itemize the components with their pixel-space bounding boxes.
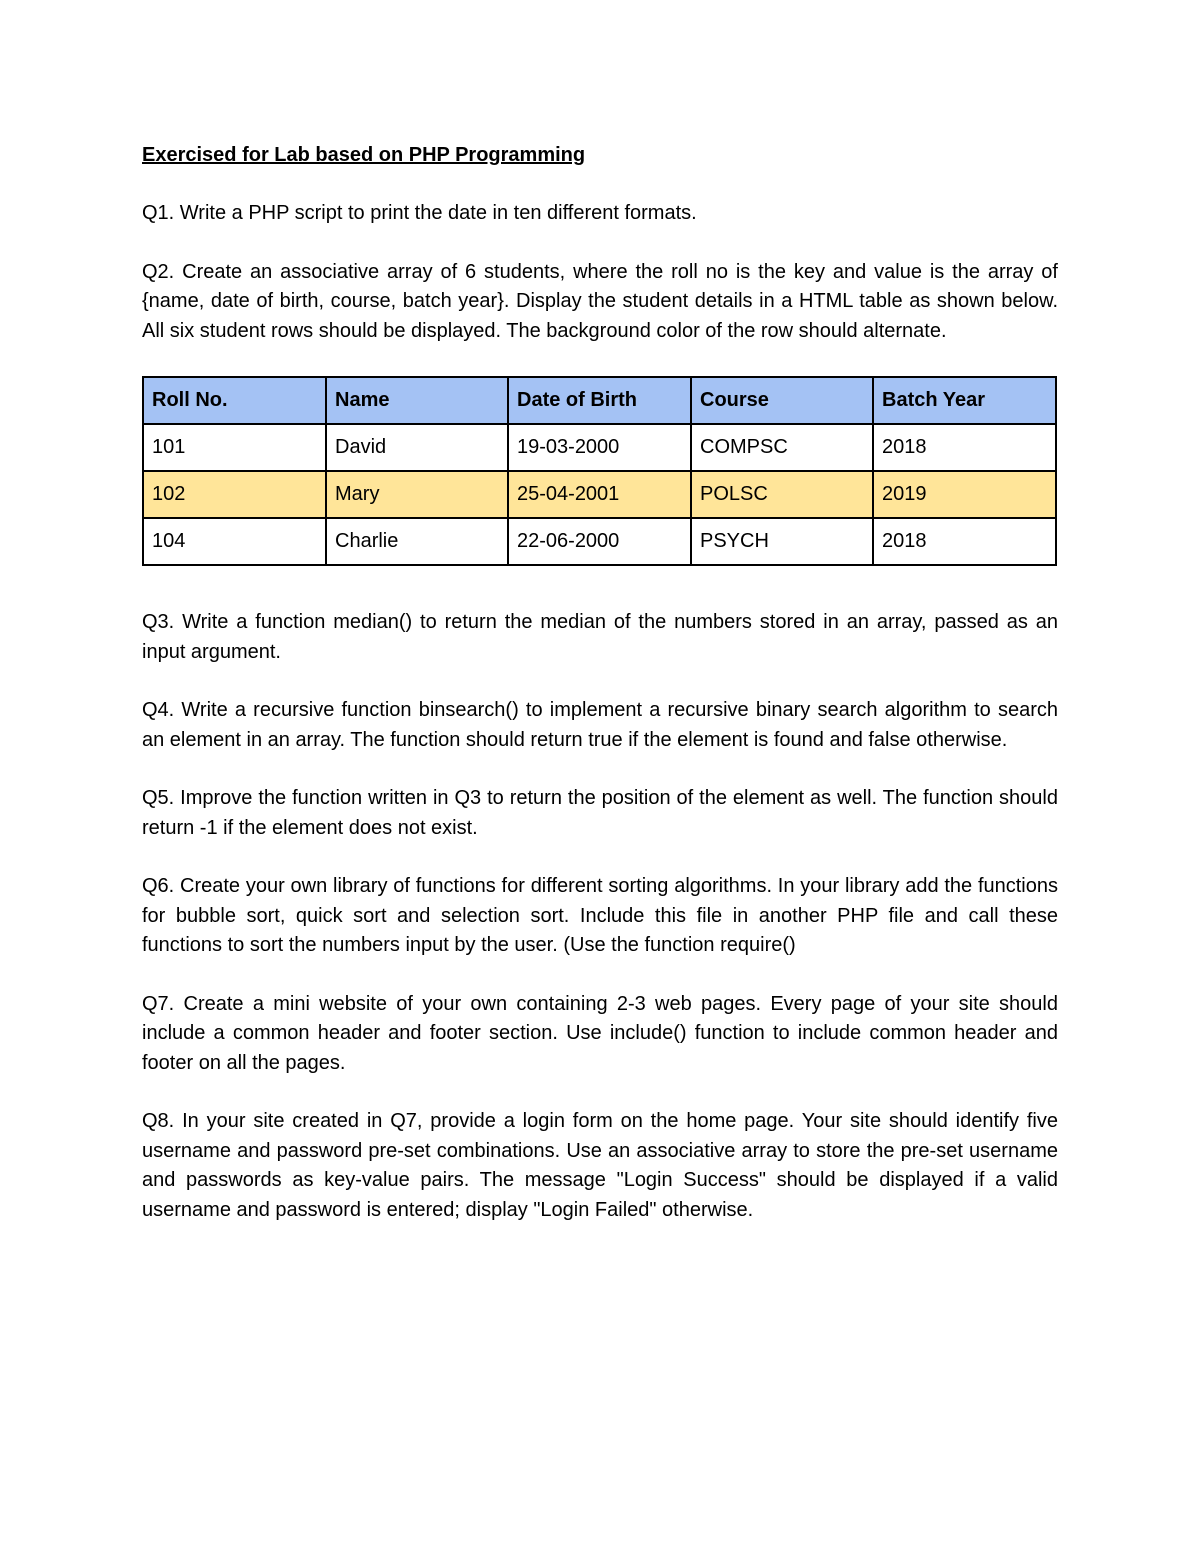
student-table <box>142 376 1057 566</box>
document-page <box>142 140 1058 1225</box>
cell-batch-year: 2019 <box>873 471 1056 518</box>
cell-batch-year: 2018 <box>873 424 1056 471</box>
cell-date-of-birth: 22-06-2000 <box>508 518 691 565</box>
header-name: Name <box>326 377 508 424</box>
cell-date-of-birth: 19-03-2000 <box>508 424 691 471</box>
header-batch-year: Batch Year <box>873 377 1056 424</box>
question-3: Q3. Write a function median() to return the median of the numbers stored in an array, passed as an input argument. <box>142 611 1058 663</box>
cell-batch-year: 2018 <box>873 518 1056 565</box>
table-row <box>143 424 1056 471</box>
header-course: Course <box>691 377 873 424</box>
table-row <box>143 471 1056 518</box>
question-1: Q1. Write a PHP script to print the date in ten different formats. <box>142 202 697 224</box>
question-8: Q8. In your site created in Q7, provide a login form on the home page. Your site should identify five username and password pre-set combinations. Use an associative array to store the pre-set username and passwords as key-value pairs. The message "Login Success" should be displayed if a valid username and password is entered; display "Login Failed" otherwise. <box>142 1110 1058 1221</box>
cell-roll-no: 101 <box>143 424 326 471</box>
header-roll-no: Roll No. <box>143 377 326 424</box>
cell-name: David <box>326 424 508 471</box>
student-table-wrapper <box>142 376 1058 566</box>
question-2: Q2. Create an associative array of 6 students, where the roll no is the key and value is the array of {name, date of birth, course, batch year}. Display the student details in a HTML table as shown below. All six student rows should be displayed. The background color of the row should alternate. <box>142 260 1058 342</box>
question-7: Q7. Create a mini website of your own containing 2-3 web pages. Every page of your site should include a common header and footer section. Use include() function to include common header and footer on all the pages. <box>142 992 1058 1074</box>
question-5: Q5. Improve the function written in Q3 to return the position of the element as well. The function should return -1 if the element does not exist. <box>142 787 1058 839</box>
question-4: Q4. Write a recursive function binsearch() to implement a recursive binary search algorithm to search an element in an array. The function should return true if the element is found and false otherwise. <box>142 699 1058 751</box>
cell-date-of-birth: 25-04-2001 <box>508 471 691 518</box>
table-row <box>143 518 1056 565</box>
cell-course: COMPSC <box>691 424 873 471</box>
cell-course: POLSC <box>691 471 873 518</box>
cell-roll-no: 102 <box>143 471 326 518</box>
question-6: Q6. Create your own library of functions for different sorting algorithms. In your library add the functions for bubble sort, quick sort and selection sort. Include this file in another PHP file and call these functions to sort the numbers input by the user. (Use the function require() <box>142 875 1058 956</box>
cell-name: Charlie <box>326 518 508 565</box>
document-title: Exercised for Lab based on PHP Programming <box>142 144 586 166</box>
header-date-of-birth: Date of Birth <box>508 377 691 424</box>
table-header-row <box>143 377 1056 424</box>
cell-name: Mary <box>326 471 508 518</box>
cell-course: PSYCH <box>691 518 873 565</box>
cell-roll-no: 104 <box>143 518 326 565</box>
